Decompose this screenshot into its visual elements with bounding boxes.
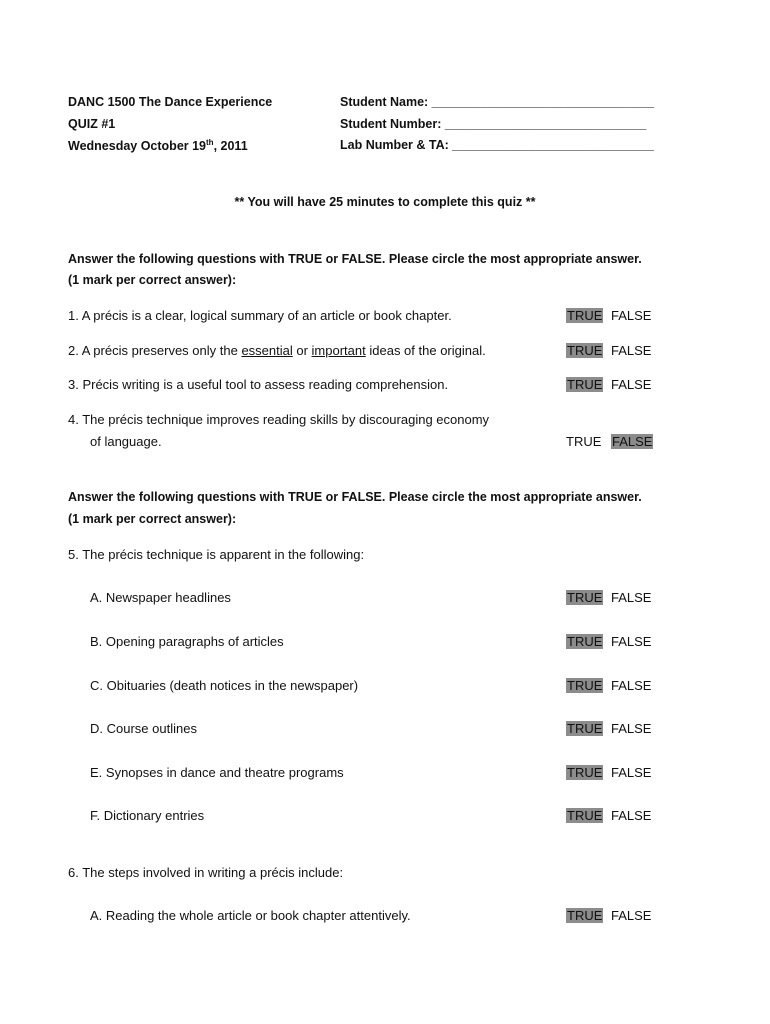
q2-text-e: ideas of the original. — [365, 343, 486, 358]
question-5b: B. Opening paragraphs of articles — [90, 634, 284, 649]
quiz-number: QUIZ #1 — [68, 117, 116, 131]
date-prefix: Wednesday October 19 — [68, 139, 207, 154]
lab-number-field[interactable]: Lab Number & TA: _____________________________ — [340, 138, 654, 152]
q5a-true-option[interactable]: TRUE — [567, 590, 603, 605]
q5a-false-option[interactable]: FALSE — [611, 590, 652, 605]
question-5: 5. The précis technique is apparent in the following: — [68, 547, 365, 562]
q6a-false-option[interactable]: FALSE — [611, 908, 652, 923]
section2-instructions: Answer the following questions with TRUE or FALSE. Please circle the most appropriate answer. — [68, 490, 642, 504]
q5e-true-option[interactable]: TRUE — [567, 765, 603, 780]
question-6: 6. The steps involved in writing a précis include: — [68, 865, 344, 880]
q2-text-c: or — [292, 343, 312, 358]
q5b-false-option[interactable]: FALSE — [611, 634, 652, 649]
quiz-date — [68, 138, 248, 153]
q2-important: important — [311, 343, 366, 358]
q3-true-option[interactable]: TRUE — [567, 377, 603, 392]
section1-marks: (1 mark per correct answer): — [68, 273, 237, 287]
question-4: 4. The précis technique improves reading skills by discouraging economy — [68, 412, 490, 427]
question-5c: C. Obituaries (death notices in the newspaper) — [90, 678, 359, 693]
q4-false-option[interactable]: FALSE — [612, 434, 653, 449]
q5f-true-option[interactable]: TRUE — [567, 808, 603, 823]
date-year: , 2011 — [213, 139, 248, 154]
student-name-field[interactable]: Student Name: ________________________________ — [340, 95, 655, 109]
question-5d: D. Course outlines — [90, 721, 197, 736]
q4-true-option[interactable]: TRUE — [566, 434, 602, 449]
question-5a: A. Newspaper headlines — [90, 590, 231, 605]
section2-marks: (1 mark per correct answer): — [68, 512, 237, 526]
question-4-cont: of language. — [90, 434, 162, 449]
q2-essential: essential — [241, 343, 293, 358]
q5b-true-option[interactable]: TRUE — [567, 634, 603, 649]
q5e-false-option[interactable]: FALSE — [611, 765, 652, 780]
time-notice: ** You will have 25 minutes to complete this quiz ** — [234, 195, 536, 209]
q2-false-option[interactable]: FALSE — [611, 343, 652, 358]
q5c-true-option[interactable]: TRUE — [567, 678, 603, 693]
question-5e: E. Synopses in dance and theatre programs — [90, 765, 344, 780]
q5d-true-option[interactable]: TRUE — [567, 721, 603, 736]
question-3: 3. Précis writing is a useful tool to assess reading comprehension. — [68, 377, 449, 392]
question-1: 1. A précis is a clear, logical summary of an article or book chapter. — [68, 308, 452, 323]
section1-instructions: Answer the following questions with TRUE or FALSE. Please circle the most appropriate answer. — [68, 252, 642, 266]
q2-text-a: 2. A précis preserves only the — [68, 343, 242, 358]
question-5f: F. Dictionary entries — [90, 808, 205, 823]
q1-false-option[interactable]: FALSE — [611, 308, 652, 323]
course-title: DANC 1500 The Dance Experience — [68, 95, 273, 109]
date-suffix-sup: th — [206, 138, 214, 147]
question-2 — [68, 343, 486, 358]
q5c-false-option[interactable]: FALSE — [611, 678, 652, 693]
q2-true-option[interactable]: TRUE — [567, 343, 603, 358]
q6a-true-option[interactable]: TRUE — [567, 908, 603, 923]
q5f-false-option[interactable]: FALSE — [611, 808, 652, 823]
student-number-field[interactable]: Student Number: _____________________________ — [340, 117, 647, 131]
q3-false-option[interactable]: FALSE — [611, 377, 652, 392]
question-6a: A. Reading the whole article or book chapter attentively. — [90, 908, 411, 923]
q1-true-option[interactable]: TRUE — [567, 308, 603, 323]
q5d-false-option[interactable]: FALSE — [611, 721, 652, 736]
